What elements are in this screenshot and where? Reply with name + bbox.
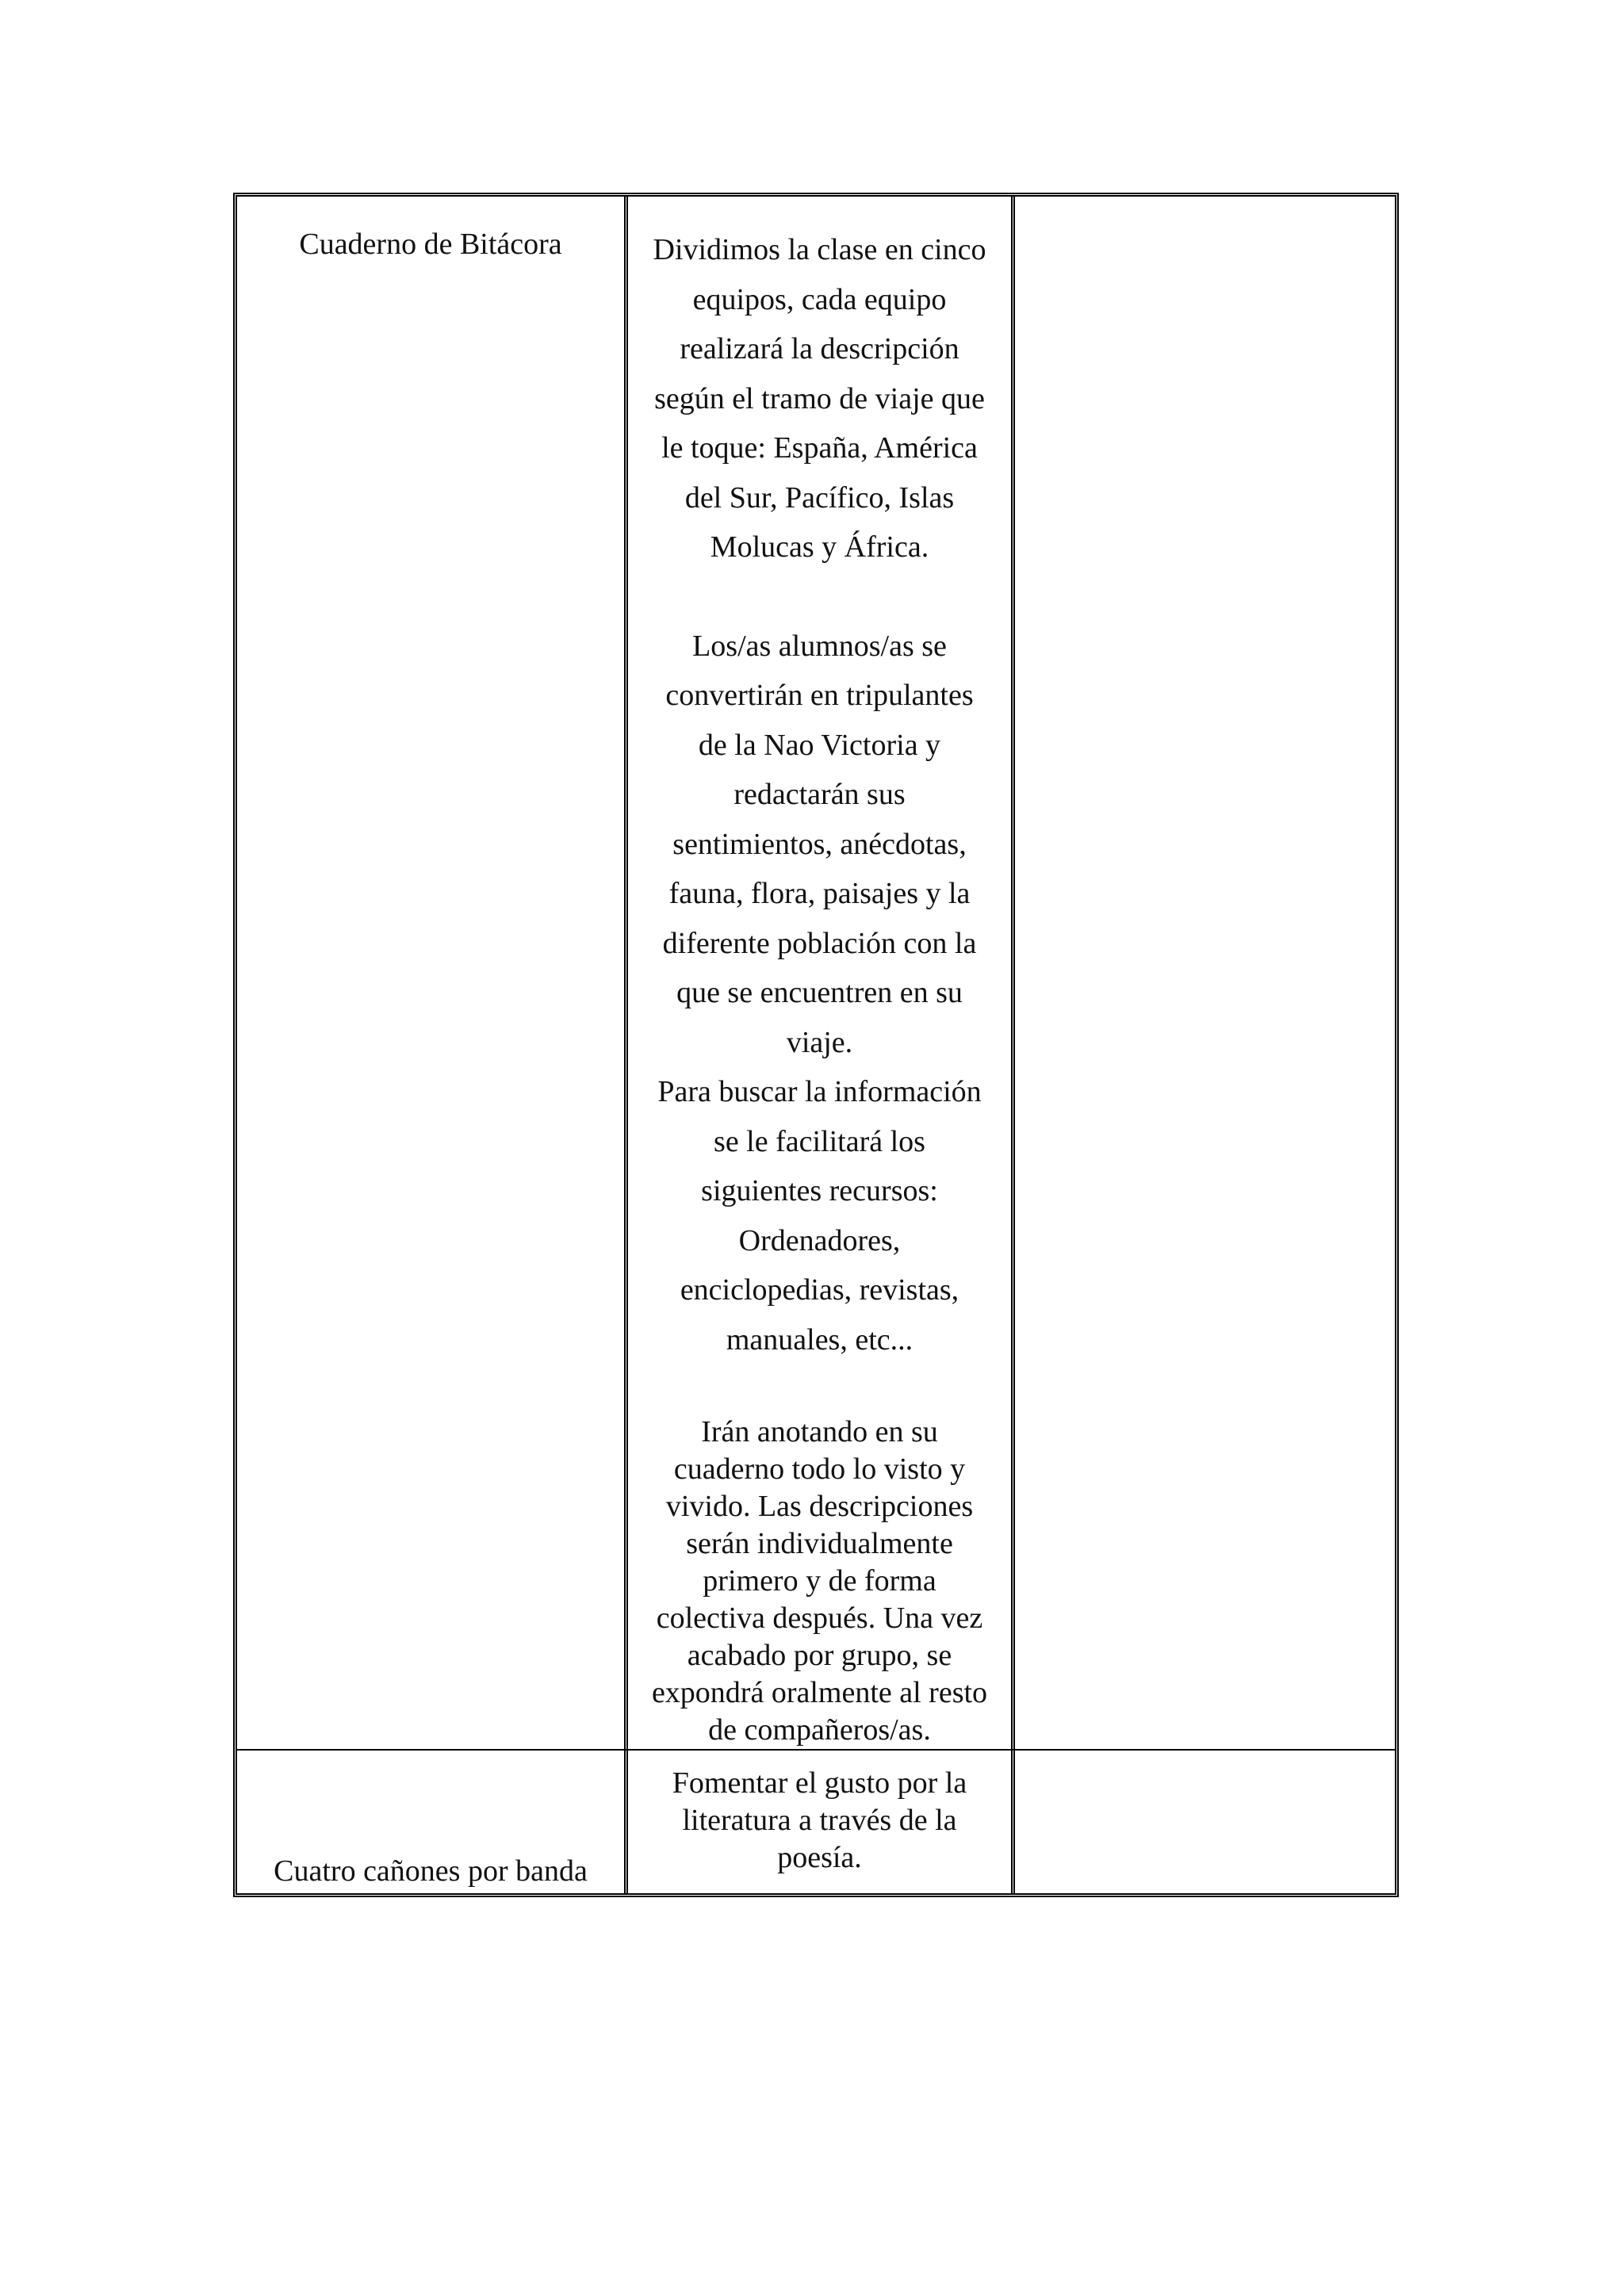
activity-name: Cuatro cañones por banda [274,1854,588,1888]
text-line: Dividimos la clase en cinco [653,233,986,266]
text-line: colectiva después. Una vez [656,1601,983,1635]
text-line: del Sur, Pacífico, Islas [684,480,955,515]
paragraph-gap [634,572,1005,622]
text-line: Ordenadores, [738,1223,901,1257]
activity-cell [237,197,624,1749]
text-line: siguientes recursos: [701,1174,938,1207]
activities-table [233,193,1399,1897]
text-line: vivido. Las descripciones [665,1490,974,1523]
text-line: manuales, etc... [726,1322,914,1357]
description-cell [624,197,1015,1749]
text-line: enciclopedias, revistas, [680,1273,959,1307]
text-line: fauna, flora, paisajes y la [668,877,971,910]
notes-cell [1015,1751,1395,1893]
table-row [237,197,1395,1749]
text-line: equipos, cada equipo [692,282,947,316]
text-line: Irán anotando en su [701,1415,938,1448]
text-line: serán individualmente [686,1527,953,1560]
text-line: que se encuentren en su [676,976,963,1009]
text-line: Los/as alumnos/as se [692,629,947,663]
text-line: cuaderno todo lo visto y [673,1452,966,1486]
text-line: poesía. [777,1841,862,1874]
text-line: de compañeros/as. [708,1713,931,1747]
text-line: le toque: España, América [661,431,978,465]
text-line: acabado por grupo, se [687,1639,952,1672]
text-line: viaje. [786,1025,853,1059]
table-row [237,1749,1395,1893]
text-line: Para buscar la información [657,1075,982,1108]
description-paragraph [634,622,1005,1365]
description-cell [624,1751,1015,1893]
notes-cell [1015,197,1395,1749]
activity-cell [237,1751,624,1893]
text-line: Fomentar el gusto por la [672,1766,967,1800]
text-line: redactarán sus [733,778,906,811]
text-line: sentimientos, anécdotas, [672,827,967,861]
description-paragraph [634,225,1005,572]
text-line: primero y de forma [703,1564,936,1598]
activity-name: Cuaderno de Bitácora [299,228,562,261]
text-line: según el tramo de viaje que [654,381,985,415]
paragraph-gap [634,1364,1005,1414]
description-paragraph [634,1414,1005,1749]
text-line: se le facilitará los [714,1124,925,1158]
text-line: diferente población con la [662,926,977,960]
text-line: realizará la descripción [680,332,959,365]
text-line: convertirán en tripulantes [665,679,974,712]
text-line: Molucas y África. [710,530,929,564]
text-line: de la Nao Victoria y [698,728,941,762]
text-line: expondrá oralmente al resto [651,1676,988,1709]
text-line: literatura a través de la [682,1804,957,1837]
